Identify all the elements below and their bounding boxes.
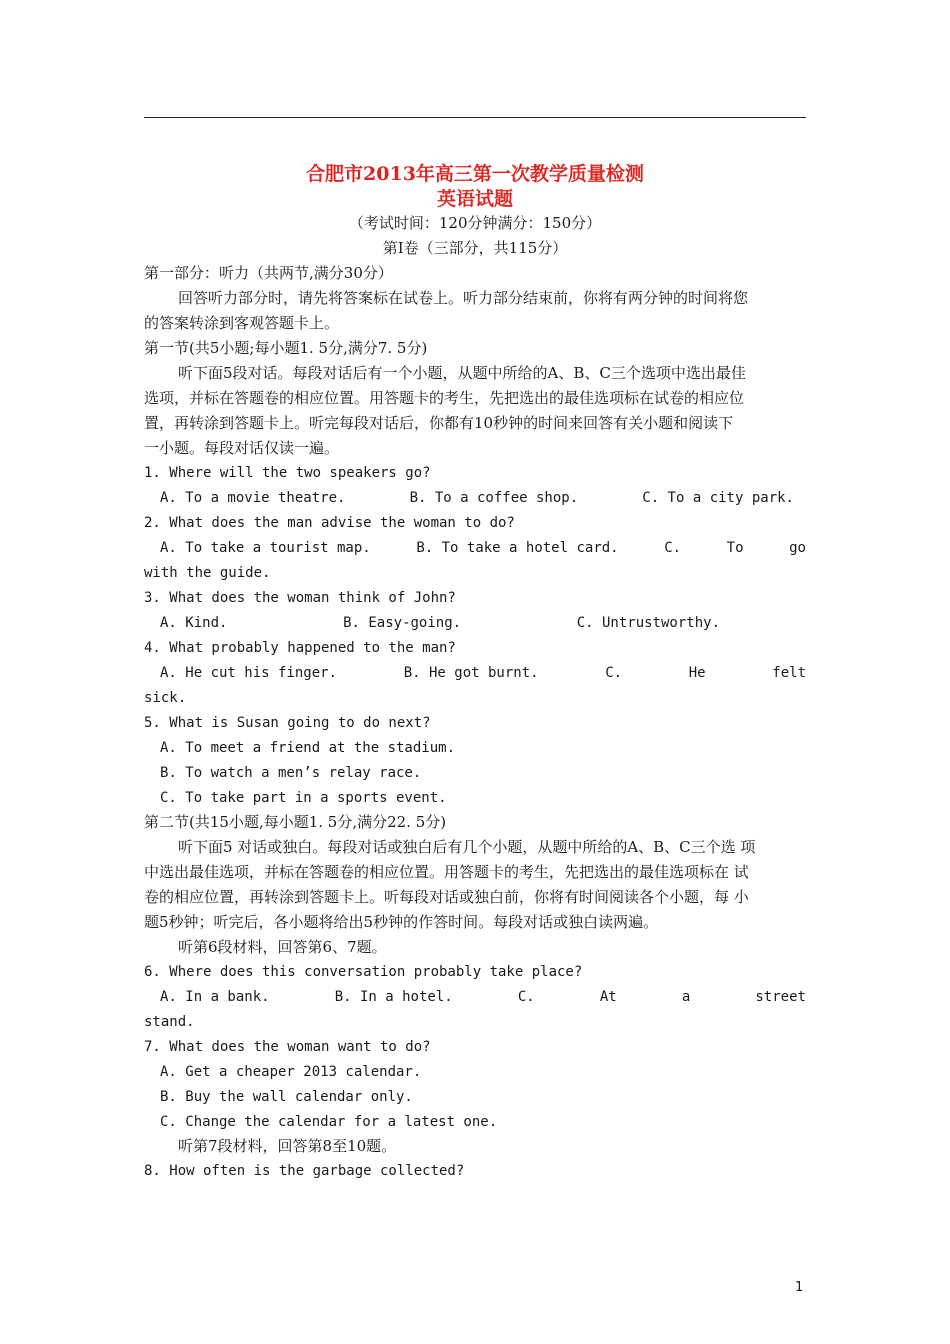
section1-instructions-3: 置，再转涂到答题卡上。听完每段对话后，你都有10秒钟的时间来回答有关小题和阅读下 [144,414,734,432]
option-c-4: street [755,989,806,1005]
page-number: 1 [795,1280,804,1295]
option-c-1: C. [517,989,535,1005]
volume-heading: 第Ⅰ卷（三部分，共115分） [382,239,568,257]
option-c-2: At [599,989,617,1005]
option-c-1: C. [605,665,623,681]
question-6: 6. Where does this conversation probably take place? [144,964,583,980]
question-7-option-b: B. Buy the wall calendar only. [160,1089,413,1105]
question-1-options [160,488,794,508]
section2-instructions: 听下面5 对话或独白。每段对话或独白后有几个小题，从题中所给的A、B、C三个选 项 [178,838,756,856]
section1-heading: 第一节(共5小题;每小题1. 5分,满分7. 5分) [144,339,428,357]
option-a: A. Kind. [160,615,228,631]
question-7-option-c: C. Change the calendar for a latest one. [160,1114,498,1130]
option-c-3: go [789,540,806,556]
question-1: 1. Where will the two speakers go? [144,465,431,481]
section1-instructions: 听下面5段对话。每段对话后有一个小题，从题中所给的A、B、C三个选项中选出最佳 [178,364,746,382]
question-4-options [160,663,806,683]
question-2: 2. What does the man advise the woman to do? [144,515,515,531]
option-c-1: C. [664,540,682,556]
question-3-options [160,613,720,633]
option-b: B. In a hotel. [334,989,453,1005]
option-b: B. To take a hotel card. [416,540,619,556]
question-7: 7. What does the woman want to do? [144,1039,431,1055]
option-c-3: felt [772,665,806,681]
option-a: A. To take a tourist map. [160,540,371,556]
material-7-note: 听第7段材料，回答第8至10题。 [178,1137,397,1155]
option-b: B. Easy-going. [343,615,462,631]
question-8: 8. How often is the garbage collected? [144,1163,465,1179]
section2-instructions-2: 中选出最佳选项，并标在答题卷的相应位置。用答题卡的考生，先把选出的最佳选项标在 试 [144,863,749,881]
question-2-options [160,538,806,558]
section2-heading: 第二节(共15小题,每小题1. 5分,满分22. 5分) [144,813,447,831]
option-c-2: He [688,665,706,681]
option-c-2: To [726,540,744,556]
question-4: 4. What probably happened to the man? [144,640,456,656]
section2-instructions-4: 题5秒钟；听完后，各小题将给出5秒钟的作答时间。每段对话或独白读两遍。 [144,913,659,931]
section1-instructions-4: 一小题。每段对话仅读一遍。 [144,439,340,457]
option-a: A. To a movie theatre. [160,490,346,506]
material-6-note: 听第6段材料，回答第6、7题。 [178,938,387,956]
question-5-option-b: B. To watch a men’s relay race. [160,765,422,781]
page-subtitle: 英语试题 [436,188,513,210]
question-4-option-c-cont: sick. [144,690,187,706]
question-3: 3. What does the woman think of John? [144,590,456,606]
question-5: 5. What is Susan going to do next? [144,715,431,731]
question-6-option-c-cont: stand. [144,1014,195,1030]
header-rule [144,117,806,118]
part1-intro-cont: 的答案转涂到客观答题卡上。 [144,314,340,332]
option-a: A. In a bank. [160,989,270,1005]
option-b: B. To a coffee shop. [409,490,579,506]
option-c-3: a [681,989,691,1005]
part1-intro: 回答听力部分时，请先将答案标在试卷上。听力部分结束前，你将有两分钟的时间将您 [178,289,749,307]
question-2-option-c-cont: with the guide. [144,565,271,581]
part1-heading: 第一部分：听力（共两节,满分30分） [144,264,393,282]
question-6-options [160,987,806,1007]
exam-info: （考试时间：120分钟满分：150分） [348,214,602,232]
section2-instructions-3: 卷的相应位置，再转涂到答题卡上。听每段对话或独白前，你将有时间阅读各个小题，每 小 [144,888,749,906]
option-c: C. To a city park. [642,490,794,506]
section1-instructions-2: 选项，并标在答题卷的相应位置。用答题卡的考生，先把选出的最佳选项标在试卷的相应位 [144,389,745,407]
option-b: B. He got burnt. [403,665,539,681]
option-c: C. Untrustworthy. [576,615,720,631]
page-title: 合肥市2013年高三第一次教学质量检测 [306,163,644,185]
question-5-option-c: C. To take part in a sports event. [160,790,447,806]
option-a: A. He cut his finger. [160,665,338,681]
question-7-option-a: A. Get a cheaper 2013 calendar. [160,1064,422,1080]
question-5-option-a: A. To meet a friend at the stadium. [160,740,456,756]
